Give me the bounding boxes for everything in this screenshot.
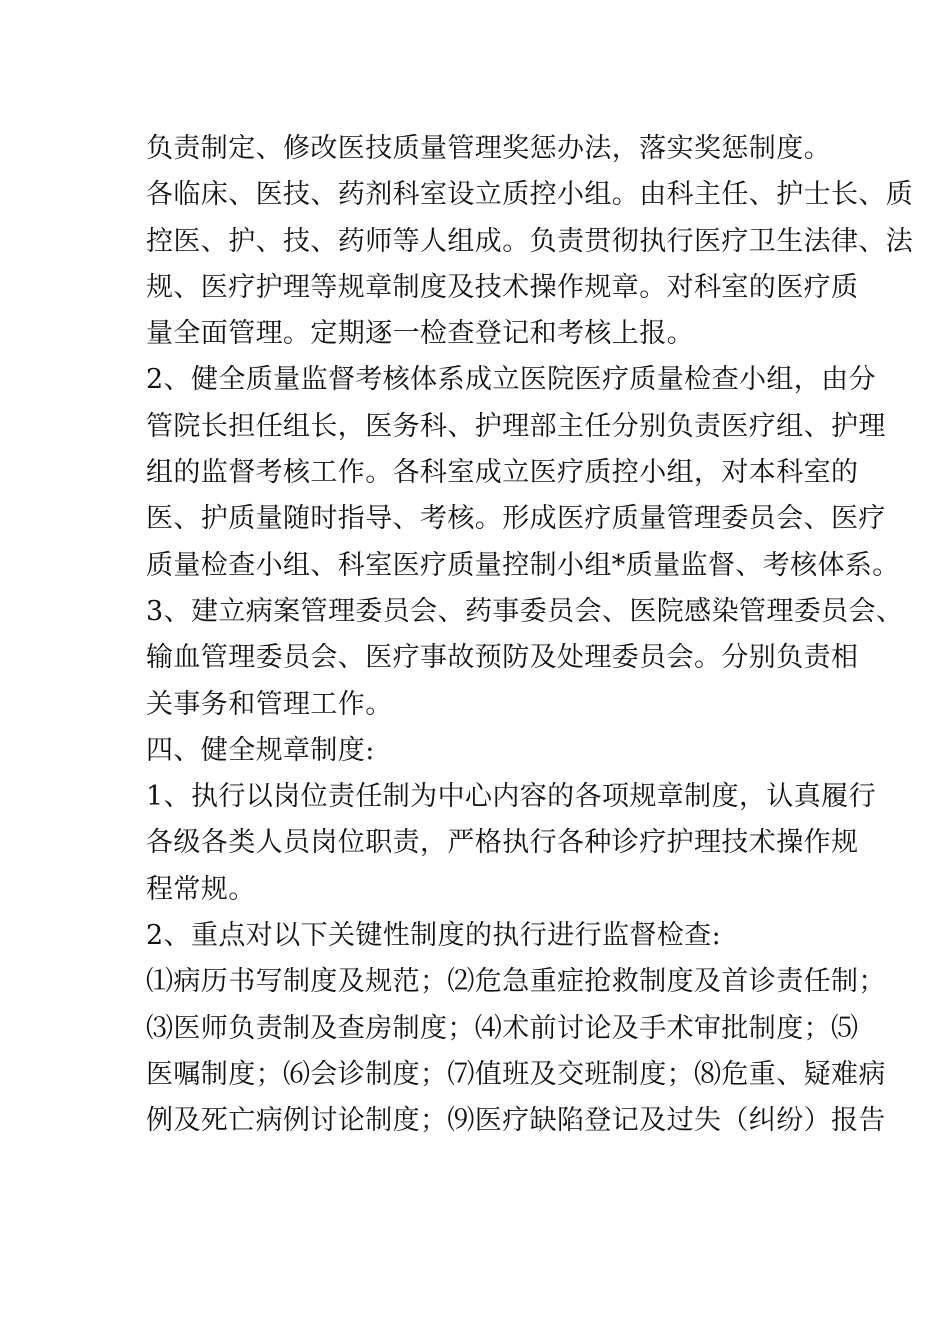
- text-line: 负责制定、修改医技质量管理奖惩办法，落实奖惩制度。: [146, 133, 831, 164]
- text-line: 规、医疗护理等规章制度及技术操作规章。对科室的医疗质: [146, 271, 859, 303]
- text-line: 量全面管理。定期逐一检查登记和考核上报。: [146, 318, 694, 350]
- text-line: 医、护质量随时指导、考核。形成医疗质量管理委员会、医疗: [146, 503, 886, 535]
- text-line: 控医、护、技、药师等人组成。负责贯彻执行医疗卫生法律、法: [146, 225, 914, 257]
- text-line: 质量检查小组、科室医疗质量控制小组*质量监督、考核体系。: [146, 549, 900, 581]
- document-body: [146, 126, 914, 1145]
- text-line: 各临床、医技、药剂科室设立质控小组。由科主任、护士长、质: [146, 179, 914, 211]
- text-line: ⑶医师负责制及查房制度；⑷术前讨论及手术审批制度；⑸: [146, 1012, 859, 1044]
- text-line: 输血管理委员会、医疗事故预防及处理委员会。分别负责相: [146, 642, 859, 674]
- text-line: 组的监督考核工作。各科室成立医疗质控小组，对本科室的: [146, 457, 859, 489]
- text-line: 例及死亡病例讨论制度；⑼医疗缺陷登记及过失（纠纷）报告: [146, 1105, 886, 1137]
- text-line: 2、重点对以下关键性制度的执行进行监督检查:: [146, 920, 722, 952]
- text-line: 3、建立病案管理委员会、药事委员会、医院感染管理委员会、: [146, 595, 904, 627]
- text-line: 各级各类人员岗位职责，严格执行各种诊疗护理技术操作规: [146, 827, 859, 859]
- section-heading: 四、健全规章制度:: [146, 734, 375, 766]
- text-line: ⑴病历书写制度及规范；⑵危急重症抢救制度及首诊责任制；: [146, 966, 886, 998]
- text-line: 1、执行以岗位责任制为中心内容的各项规章制度，认真履行: [146, 781, 876, 813]
- text-line: 关事务和管理工作。: [146, 688, 393, 720]
- text-line: 程常规。: [146, 873, 256, 905]
- text-line: 管院长担任组长，医务科、护理部主任分别负责医疗组、护理: [146, 410, 886, 442]
- text-line: 医嘱制度；⑹会诊制度；⑺值班及交班制度；⑻危重、疑难病: [146, 1058, 886, 1090]
- text-line: 2、健全质量监督考核体系成立医院医疗质量检查小组，由分: [146, 364, 876, 396]
